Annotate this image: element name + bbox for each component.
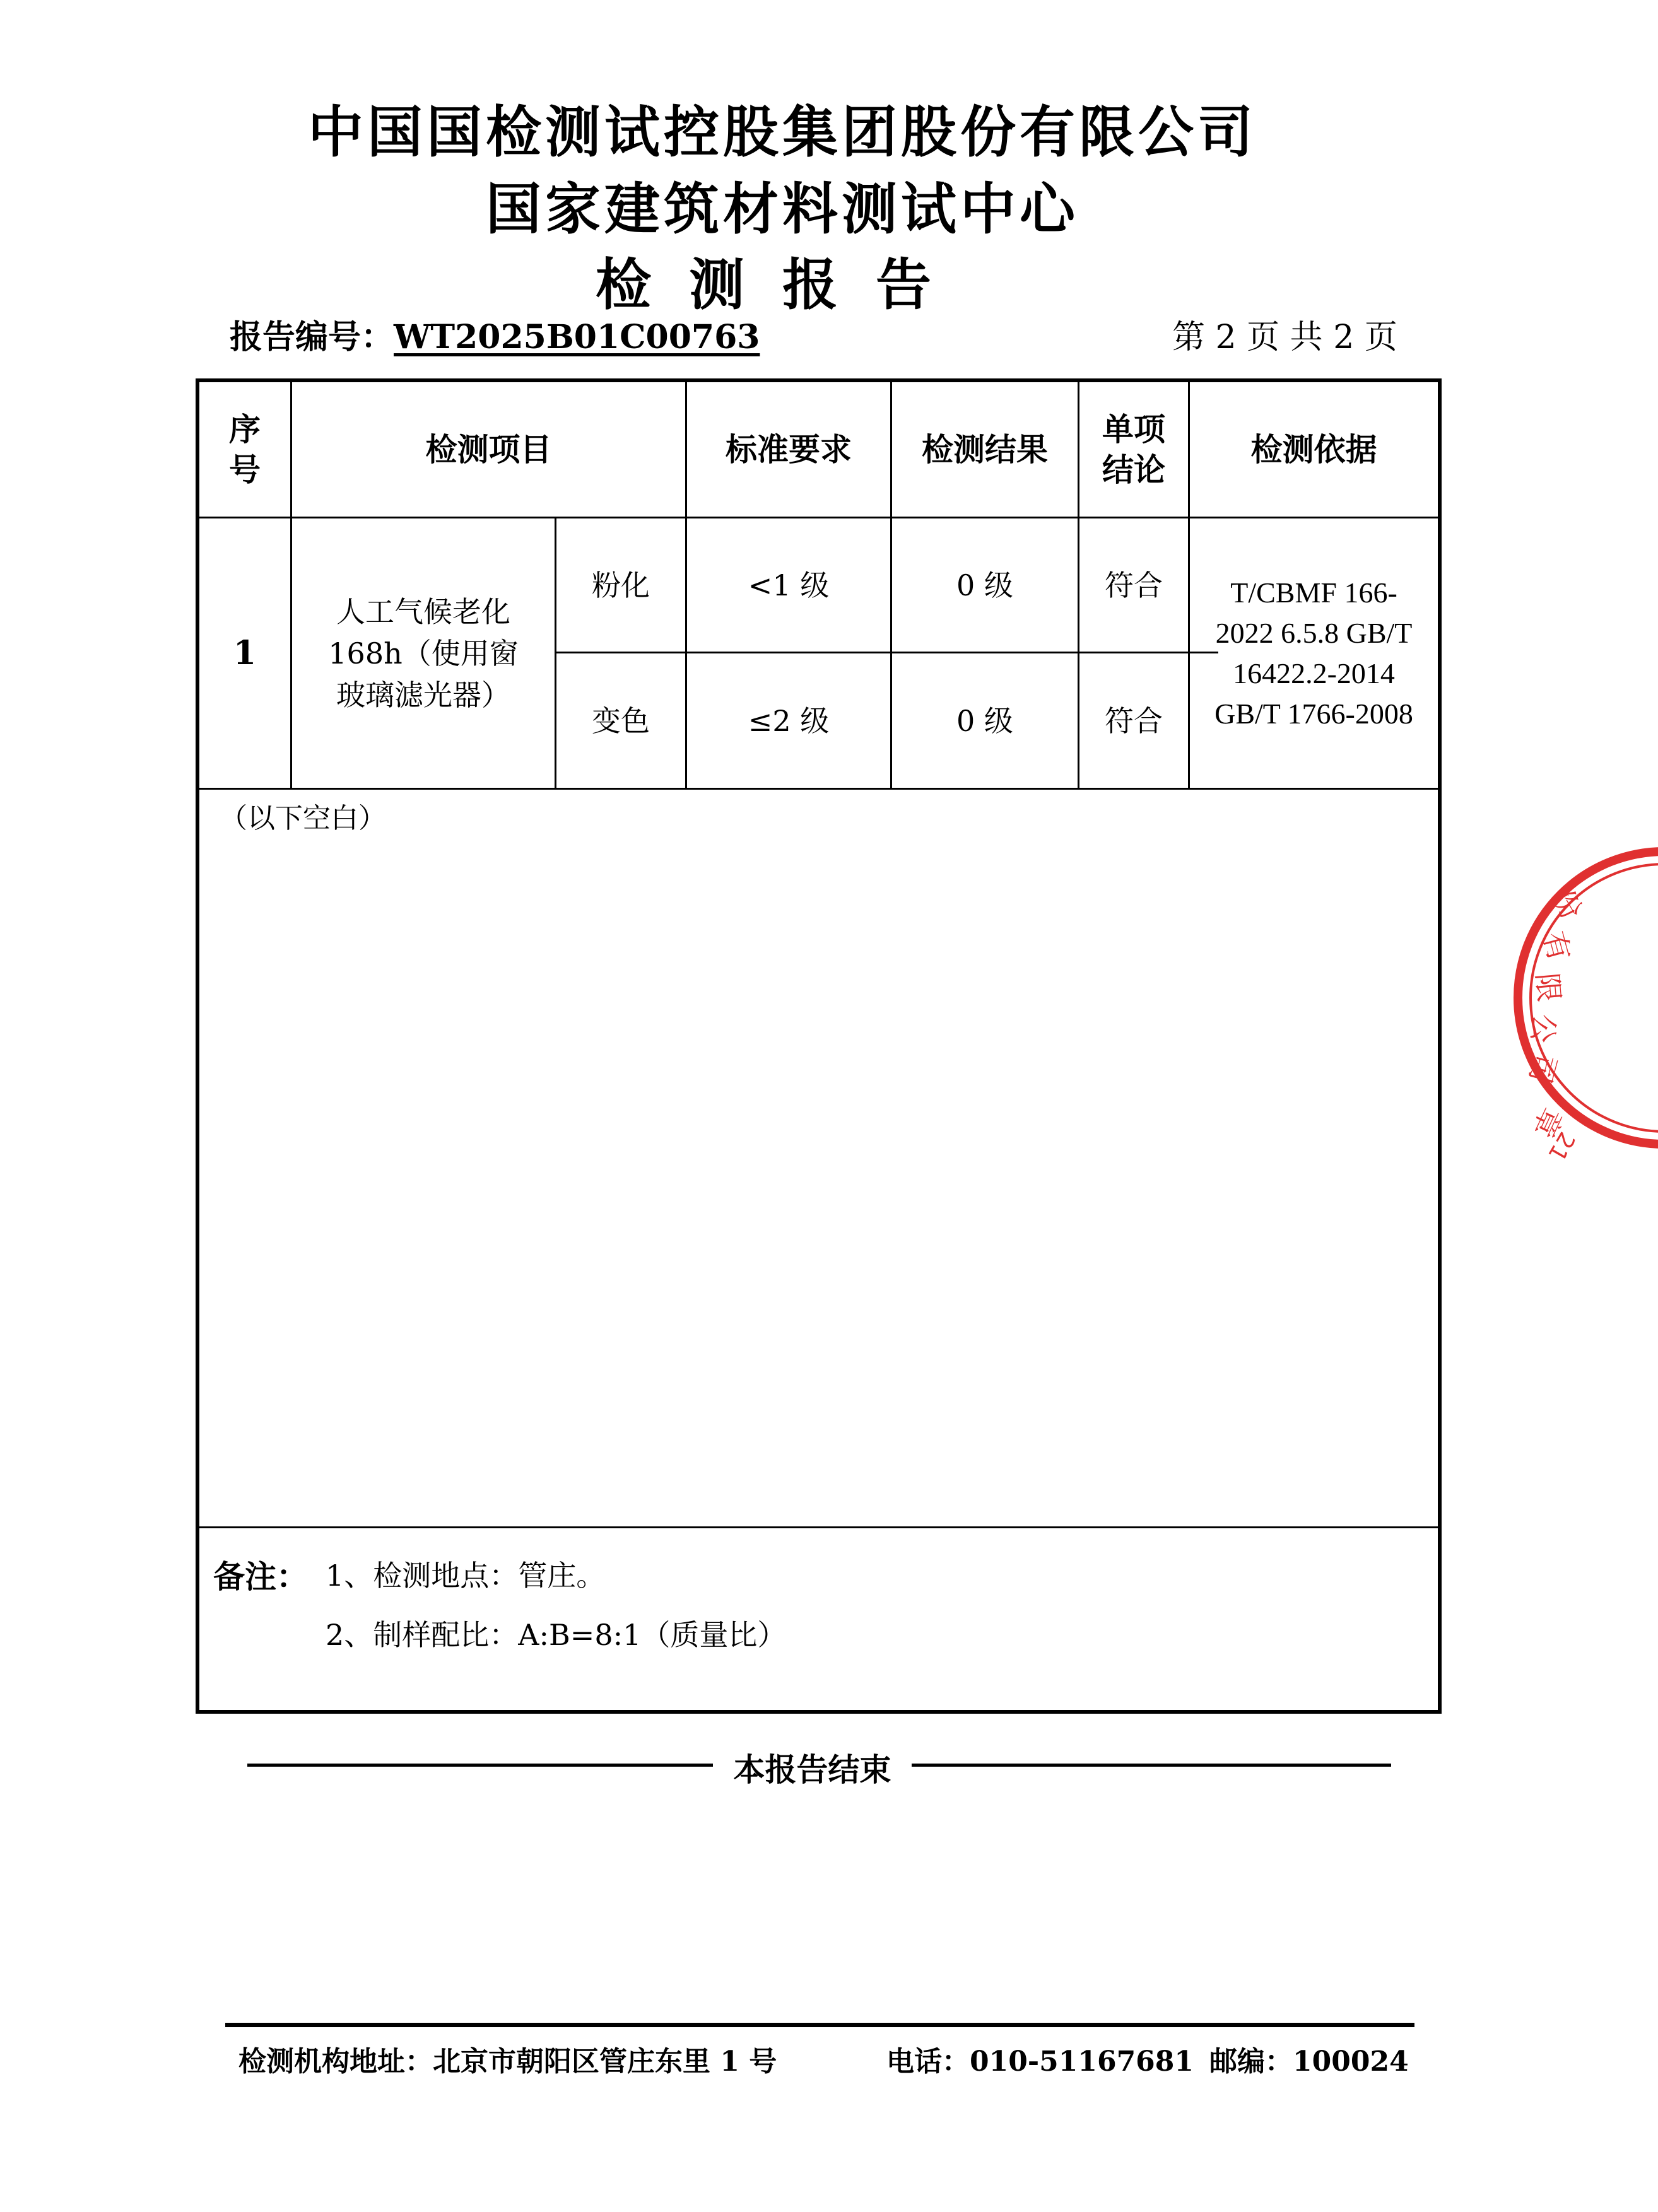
sub-result: 0 级 [956,568,1013,602]
sub-name: 变色 [592,703,650,738]
remarks-divider [199,1526,1438,1528]
report-number-value: WT2025B01C00763 [394,318,760,356]
row-item: 人工气候老化168h（使用窗玻璃滤光器） [328,594,519,712]
row-seq: 1 [233,633,257,672]
sub-name: 粉化 [592,568,650,602]
end-of-report: 本报告结束 [733,1751,891,1788]
footer-rule [225,2023,1414,2027]
svg-text:份: 份 [1544,883,1589,926]
footer-postcode: 邮编：100024 [1209,2045,1409,2078]
remarks-label: 备注： [213,1558,308,1595]
svg-text:21: 21 [1543,1127,1580,1166]
report-number-label: 报告编号： [230,318,394,356]
page-info: 第 2 页 共 2 页 [1172,319,1397,356]
svg-text:章: 章 [1526,1102,1569,1143]
header-seq: 序号 [229,410,261,488]
remark-item: 1、检测地点：管庄。 [326,1559,606,1593]
svg-text:司: 司 [1522,1050,1563,1087]
row-basis: T/CBMF 166-2022 6.5.8 GB/T 16422.2-2014 GB/T 1766-2008 [1214,576,1413,730]
sub-result: 0 级 [956,703,1013,738]
sub-standard: <1 级 [748,568,830,602]
svg-text:公: 公 [1525,1012,1561,1045]
header-conclusion: 单项结论 [1102,410,1165,488]
company-name: 中国国检测试控股集团股份有限公司 [307,99,1257,165]
blank-note: （以下空白） [220,802,386,834]
header-standard: 标准要求 [726,430,852,468]
svg-text:限: 限 [1530,971,1567,1004]
sub-conclusion: 符合 [1105,568,1163,602]
report-number [230,310,760,358]
sub-standard: ≤2 级 [748,703,830,738]
document-title: 检测报告 [595,252,969,317]
svg-text:有: 有 [1536,927,1577,965]
header-result: 检测结果 [922,430,1048,468]
end-line-left [247,1764,713,1767]
end-line-right [912,1764,1391,1767]
footer-address: 检测机构地址：北京市朝阳区管庄东里 1 号 [238,2045,777,2078]
header-item: 检测项目 [425,430,552,468]
center-name: 国家建筑材料测试中心 [485,176,1079,242]
remark-item: 2、制样配比：A:B=8:1（质量比） [326,1618,787,1652]
header-basis: 检测依据 [1250,430,1377,468]
footer-phone: 电话：010-51167681 [886,2045,1194,2078]
sub-conclusion: 符合 [1105,703,1163,738]
row-bottom-line [199,788,1438,790]
footer [238,2039,1412,2079]
official-stamp-icon [1507,834,1658,1166]
results-table [196,378,1442,1714]
